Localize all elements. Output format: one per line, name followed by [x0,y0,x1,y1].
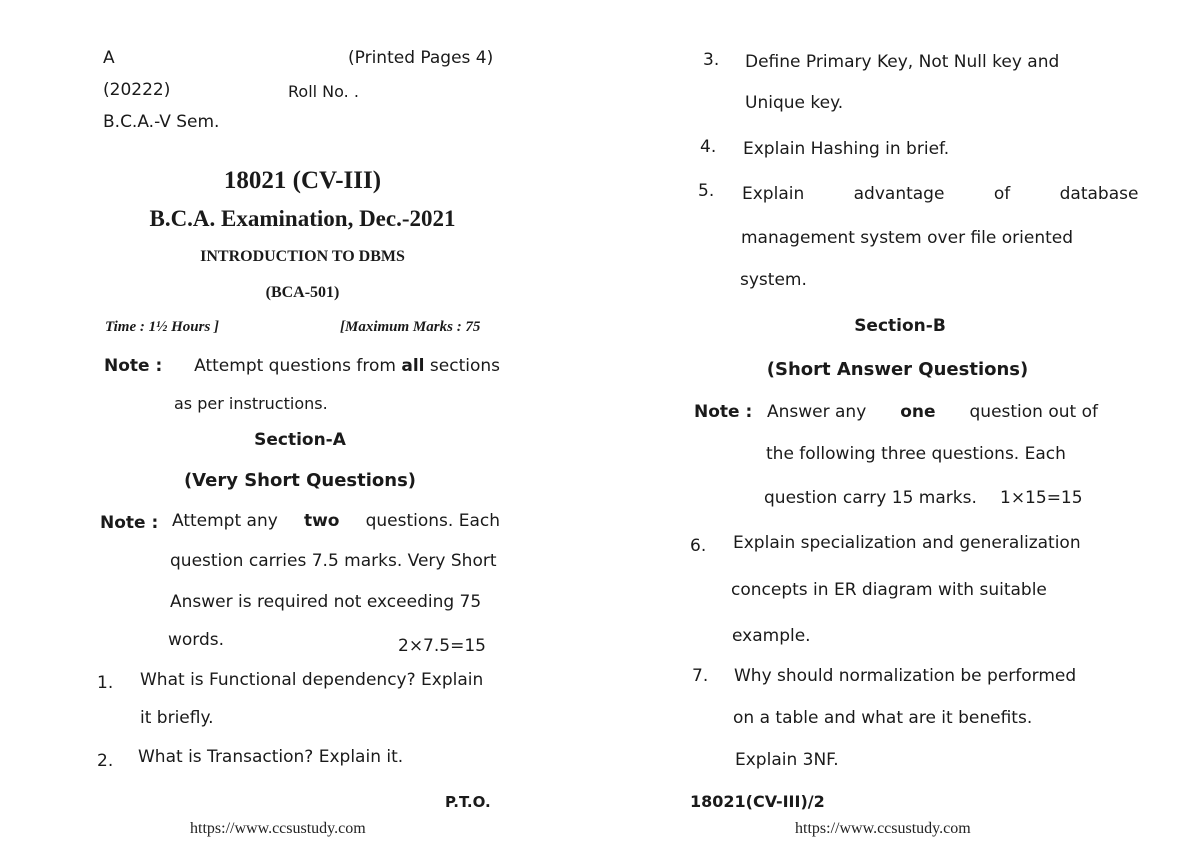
question-7-number: 7. [692,666,709,686]
section-a-note-line2: question carries 7.5 marks. Very Short [170,551,497,571]
question-5-line1: Explain advantage of database [742,184,1139,204]
section-b-note-line2: the following three questions. Each [766,444,1066,464]
section-b-note-line3: question carry 15 marks. [764,488,977,508]
question-7-line1: Why should normalization be performed [734,666,1077,686]
section-a-note-line3: Answer is required not exceeding 75 [170,592,482,612]
section-b-title: Section-B [854,316,946,336]
exam-time: Time : 1½ Hours ] [105,319,220,335]
question-2-line1: What is Transaction? Explain it. [138,747,404,767]
question-3-line2: Unique key. [745,93,844,113]
maximum-marks: [Maximum Marks : 75 [340,319,481,335]
right-footer-url: https://www.ccsustudy.com [795,820,971,837]
question-4-line1: Explain Hashing in brief. [743,139,950,159]
question-6-line3: example. [732,626,811,646]
subject-title: INTRODUCTION TO DBMS [200,248,405,265]
section-b-note-line1: Answer any one question out of [767,402,1098,422]
section-a-note-line1: Attempt any two questions. Each [172,511,500,531]
question-6-line1: Explain specialization and generalization [733,533,1081,553]
section-a-title: Section-A [254,430,346,450]
course-code: (BCA-501) [265,284,340,301]
question-7-line3: Explain 3NF. [735,750,839,770]
question-3-line1: Define Primary Key, Not Null key and [745,52,1060,72]
question-6-number: 6. [690,536,707,556]
question-1-number: 1. [97,673,114,693]
question-1-line2: it briefly. [140,708,214,728]
semester: B.C.A.-V Sem. [103,112,220,132]
question-5-number: 5. [698,181,715,201]
left-footer-url: https://www.ccsustudy.com [190,820,366,837]
paper-code-number: (20222) [103,80,171,100]
printed-pages: (Printed Pages 4) [348,48,494,68]
question-3-number: 3. [703,50,720,70]
section-a-subtitle: (Very Short Questions) [183,470,417,491]
page-footer-code: 18021(CV-III)/2 [690,792,825,811]
general-note-line1 [104,356,500,376]
section-a-note-line4: words. [168,630,225,650]
question-2-number: 2. [97,751,114,771]
section-a-marks: 2×7.5=15 [398,636,486,656]
question-4-number: 4. [700,137,717,157]
note-text: Attempt questions from all sections [194,356,500,376]
section-b-note-label: Note : [694,402,753,422]
question-5-line2: management system over file oriented [741,228,1074,248]
question-5-line3: system. [740,270,807,290]
section-b-subtitle: (Short Answer Questions) [766,359,1029,380]
section-a-note-label: Note : [100,513,159,533]
pto-label: P.T.O. [445,793,491,811]
section-b-marks: 1×15=15 [1000,488,1083,508]
general-note-line2: as per instructions. [174,394,328,413]
question-1-line1: What is Functional dependency? Explain [140,670,484,690]
question-7-line2: on a table and what are it benefits. [733,708,1033,728]
note-label: Note : [104,356,163,376]
series-label: A [103,48,115,68]
roll-no-label: Roll No. . [288,82,359,101]
question-6-line2: concepts in ER diagram with suitable [731,580,1047,600]
paper-code: 18021 (CV-III) [223,167,382,194]
exam-title: B.C.A. Examination, Dec.-2021 [149,206,456,231]
